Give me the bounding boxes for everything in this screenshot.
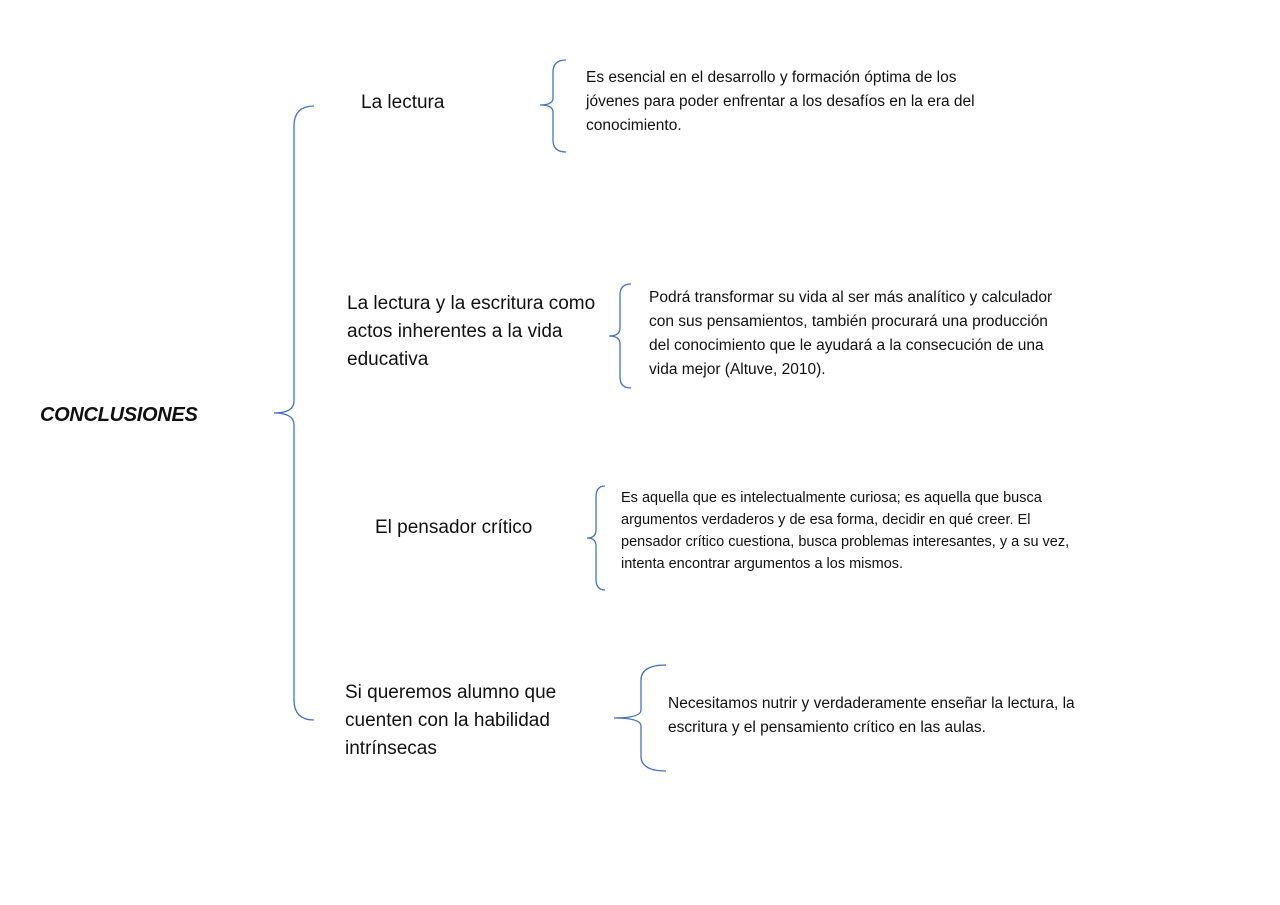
topic-line: La lectura [361, 92, 445, 113]
detail-line: pensador crítico cuestiona, busca problemas interesantes, y a su vez, [621, 534, 1070, 550]
topic-line: educativa [347, 349, 429, 370]
detail-alumnos [668, 692, 1075, 740]
detail-line: argumentos verdaderos y de esa forma, decidir en qué creer. El [621, 512, 1031, 528]
detail-line: conocimiento. [586, 117, 682, 134]
detail-line: Necesitamos nutrir y verdaderamente enseñar la lectura, la [668, 695, 1075, 712]
topic-pensador-critico [375, 514, 532, 542]
detail-line: con sus pensamientos, también procurará una producción [649, 313, 1048, 330]
detail-line: vida mejor (Altuve, 2010). [649, 361, 826, 378]
detail-line: escritura y el pensamiento crítico en las aulas. [668, 719, 986, 736]
topic-line: cuenten con la habilidad [345, 710, 550, 731]
topic-line: Si queremos alumno que [345, 682, 557, 703]
topic-line: actos inherentes a la vida [347, 321, 563, 342]
topic-lectura-escritura [347, 290, 595, 374]
main-brace [274, 106, 314, 720]
detail-line: intenta encontrar argumentos a los mismos. [621, 556, 904, 572]
topic-line: El pensador crítico [375, 517, 533, 538]
detail-line: jóvenes para poder enfrentar a los desafíos en la era del [586, 93, 975, 110]
topic-line: intrínsecas [345, 738, 437, 759]
brace-alumnos [614, 665, 666, 771]
topic-la-lectura [361, 89, 444, 117]
detail-la-lectura [586, 66, 975, 138]
diagram-title: CONCLUSIONES [40, 404, 198, 426]
brace-la-lectura [540, 60, 566, 152]
detail-line: Es aquella que es intelectualmente curiosa; es aquella que busca [621, 490, 1042, 506]
brace-pensador [587, 486, 605, 590]
detail-line: Podrá transformar su vida al ser más analítico y calculador [649, 289, 1053, 306]
topic-line: La lectura y la escritura como [347, 293, 596, 314]
detail-pensador-critico [621, 487, 1069, 575]
detail-line: Es esencial en el desarrollo y formación óptima de los [586, 69, 957, 86]
detail-lectura-escritura [649, 286, 1052, 382]
topic-alumnos [345, 679, 556, 763]
detail-line: del conocimiento que le ayudará a la consecución de una [649, 337, 1044, 354]
brace-escritura [609, 284, 631, 388]
